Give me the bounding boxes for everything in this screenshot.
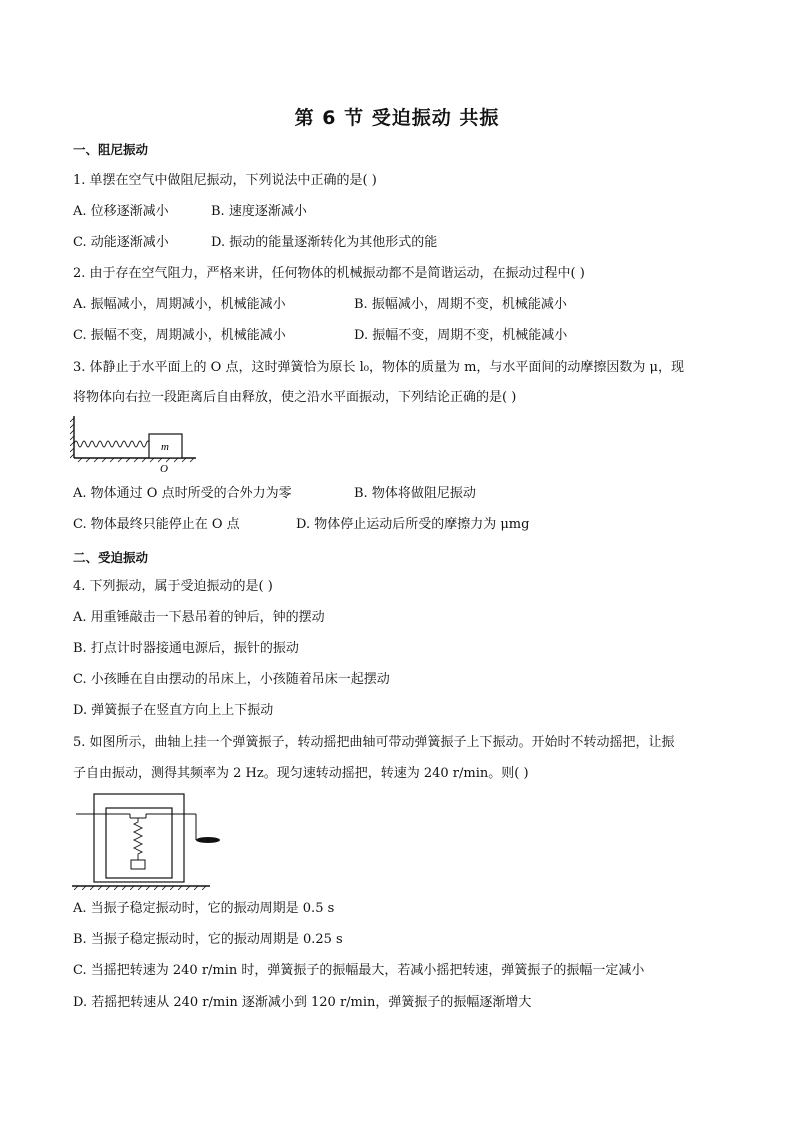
question-4-option-d: D. 弹簧振子在竖直方向上上下振动 [73, 703, 274, 718]
spring [74, 441, 150, 447]
question-3-option-b: B. 物体将做阻尼振动 [354, 486, 476, 501]
crank-handle-grip [196, 837, 220, 843]
question-4-option-c: C. 小孩睡在自由摆动的吊床上，小孩随着吊床一起摆动 [73, 672, 390, 687]
question-1-stem: 1. 单摆在空气中做阻尼振动，下列说法中正确的是( ) [73, 173, 377, 188]
question-2-option-a: A. 振幅减小，周期减小，机械能减小 [73, 297, 286, 312]
question-5-option-d: D. 若摇把转速从 240 r/min 逐渐减小到 120 r/min，弹簧振子的振幅逐渐增大 [73, 995, 532, 1010]
question-1-option-d: D. 振动的能量逐渐转化为其他形式的能 [211, 235, 438, 250]
question-3-option-a: A. 物体通过 O 点时所受的合外力为零 [73, 486, 292, 501]
question-1-option-b: B. 速度逐渐减小 [211, 204, 307, 219]
question-2-option-c: C. 振幅不变，周期减小，机械能减小 [73, 328, 286, 343]
spring-block-figure [70, 414, 205, 476]
section-heading-damped: 一、阻尼振动 [73, 142, 149, 157]
question-1-option-a: A. 位移逐渐减小 [73, 204, 169, 219]
question-3-stem-line2: 将物体向右拉一段距离后自由释放，使之沿水平面振动，下列结论正确的是( ) [73, 390, 517, 405]
question-5-option-a: A. 当振子稳定振动时，它的振动周期是 0.5 s [73, 901, 335, 916]
question-2-option-b: B. 振幅减小，周期不变，机械能减小 [354, 297, 567, 312]
point-o-label: O [160, 463, 168, 475]
question-4-stem: 4. 下列振动，属于受迫振动的是( ) [73, 579, 273, 594]
question-5-stem-line2: 子自由振动，测得其频率为 2 Hz。现匀速转动摇把，转速为 240 r/min。则( ) [73, 766, 529, 781]
question-4-option-a: A. 用重锤敲击一下悬吊着的钟后，钟的摆动 [73, 610, 325, 625]
page-title: 第 6 节 受迫振动 共振 [294, 107, 500, 129]
question-3-option-d: D. 物体停止运动后所受的摩擦力为 μmg [296, 517, 530, 532]
section-heading-forced: 二、受迫振动 [73, 550, 149, 565]
question-5-option-b: B. 当振子稳定振动时，它的振动周期是 0.25 s [73, 932, 343, 947]
question-5-option-c: C. 当摇把转速为 240 r/min 时，弹簧振子的振幅最大，若减小摇把转速，弹簧振子的振幅一定减小 [73, 963, 645, 978]
oscillator-mass [131, 860, 145, 869]
mass-label: m [161, 441, 169, 453]
question-3-option-c: C. 物体最终只能停止在 O 点 [73, 517, 240, 532]
question-3-stem-line1: 3. 体静止于水平面上的 O 点，这时弹簧恰为原长 l₀，物体的质量为 m，与水平面间的动摩擦因数为 μ，现 [73, 360, 685, 375]
question-1-option-c: C. 动能逐渐减小 [73, 235, 169, 250]
vertical-spring [134, 818, 142, 860]
question-5-stem-line1: 5. 如图所示，曲轴上挂一个弹簧振子，转动摇把曲轴可带动弹簧振子上下振动。开始时不转动摇把，让振 [73, 735, 675, 750]
question-2-option-d: D. 振幅不变，周期不变，机械能减小 [354, 328, 568, 343]
crank-spring-figure [70, 790, 220, 890]
question-2-stem: 2. 由于存在空气阻力，严格来讲，任何物体的机械振动都不是简谐运动，在振动过程中( ) [73, 266, 585, 281]
question-4-option-b: B. 打点计时器接通电源后，振针的振动 [73, 641, 299, 656]
